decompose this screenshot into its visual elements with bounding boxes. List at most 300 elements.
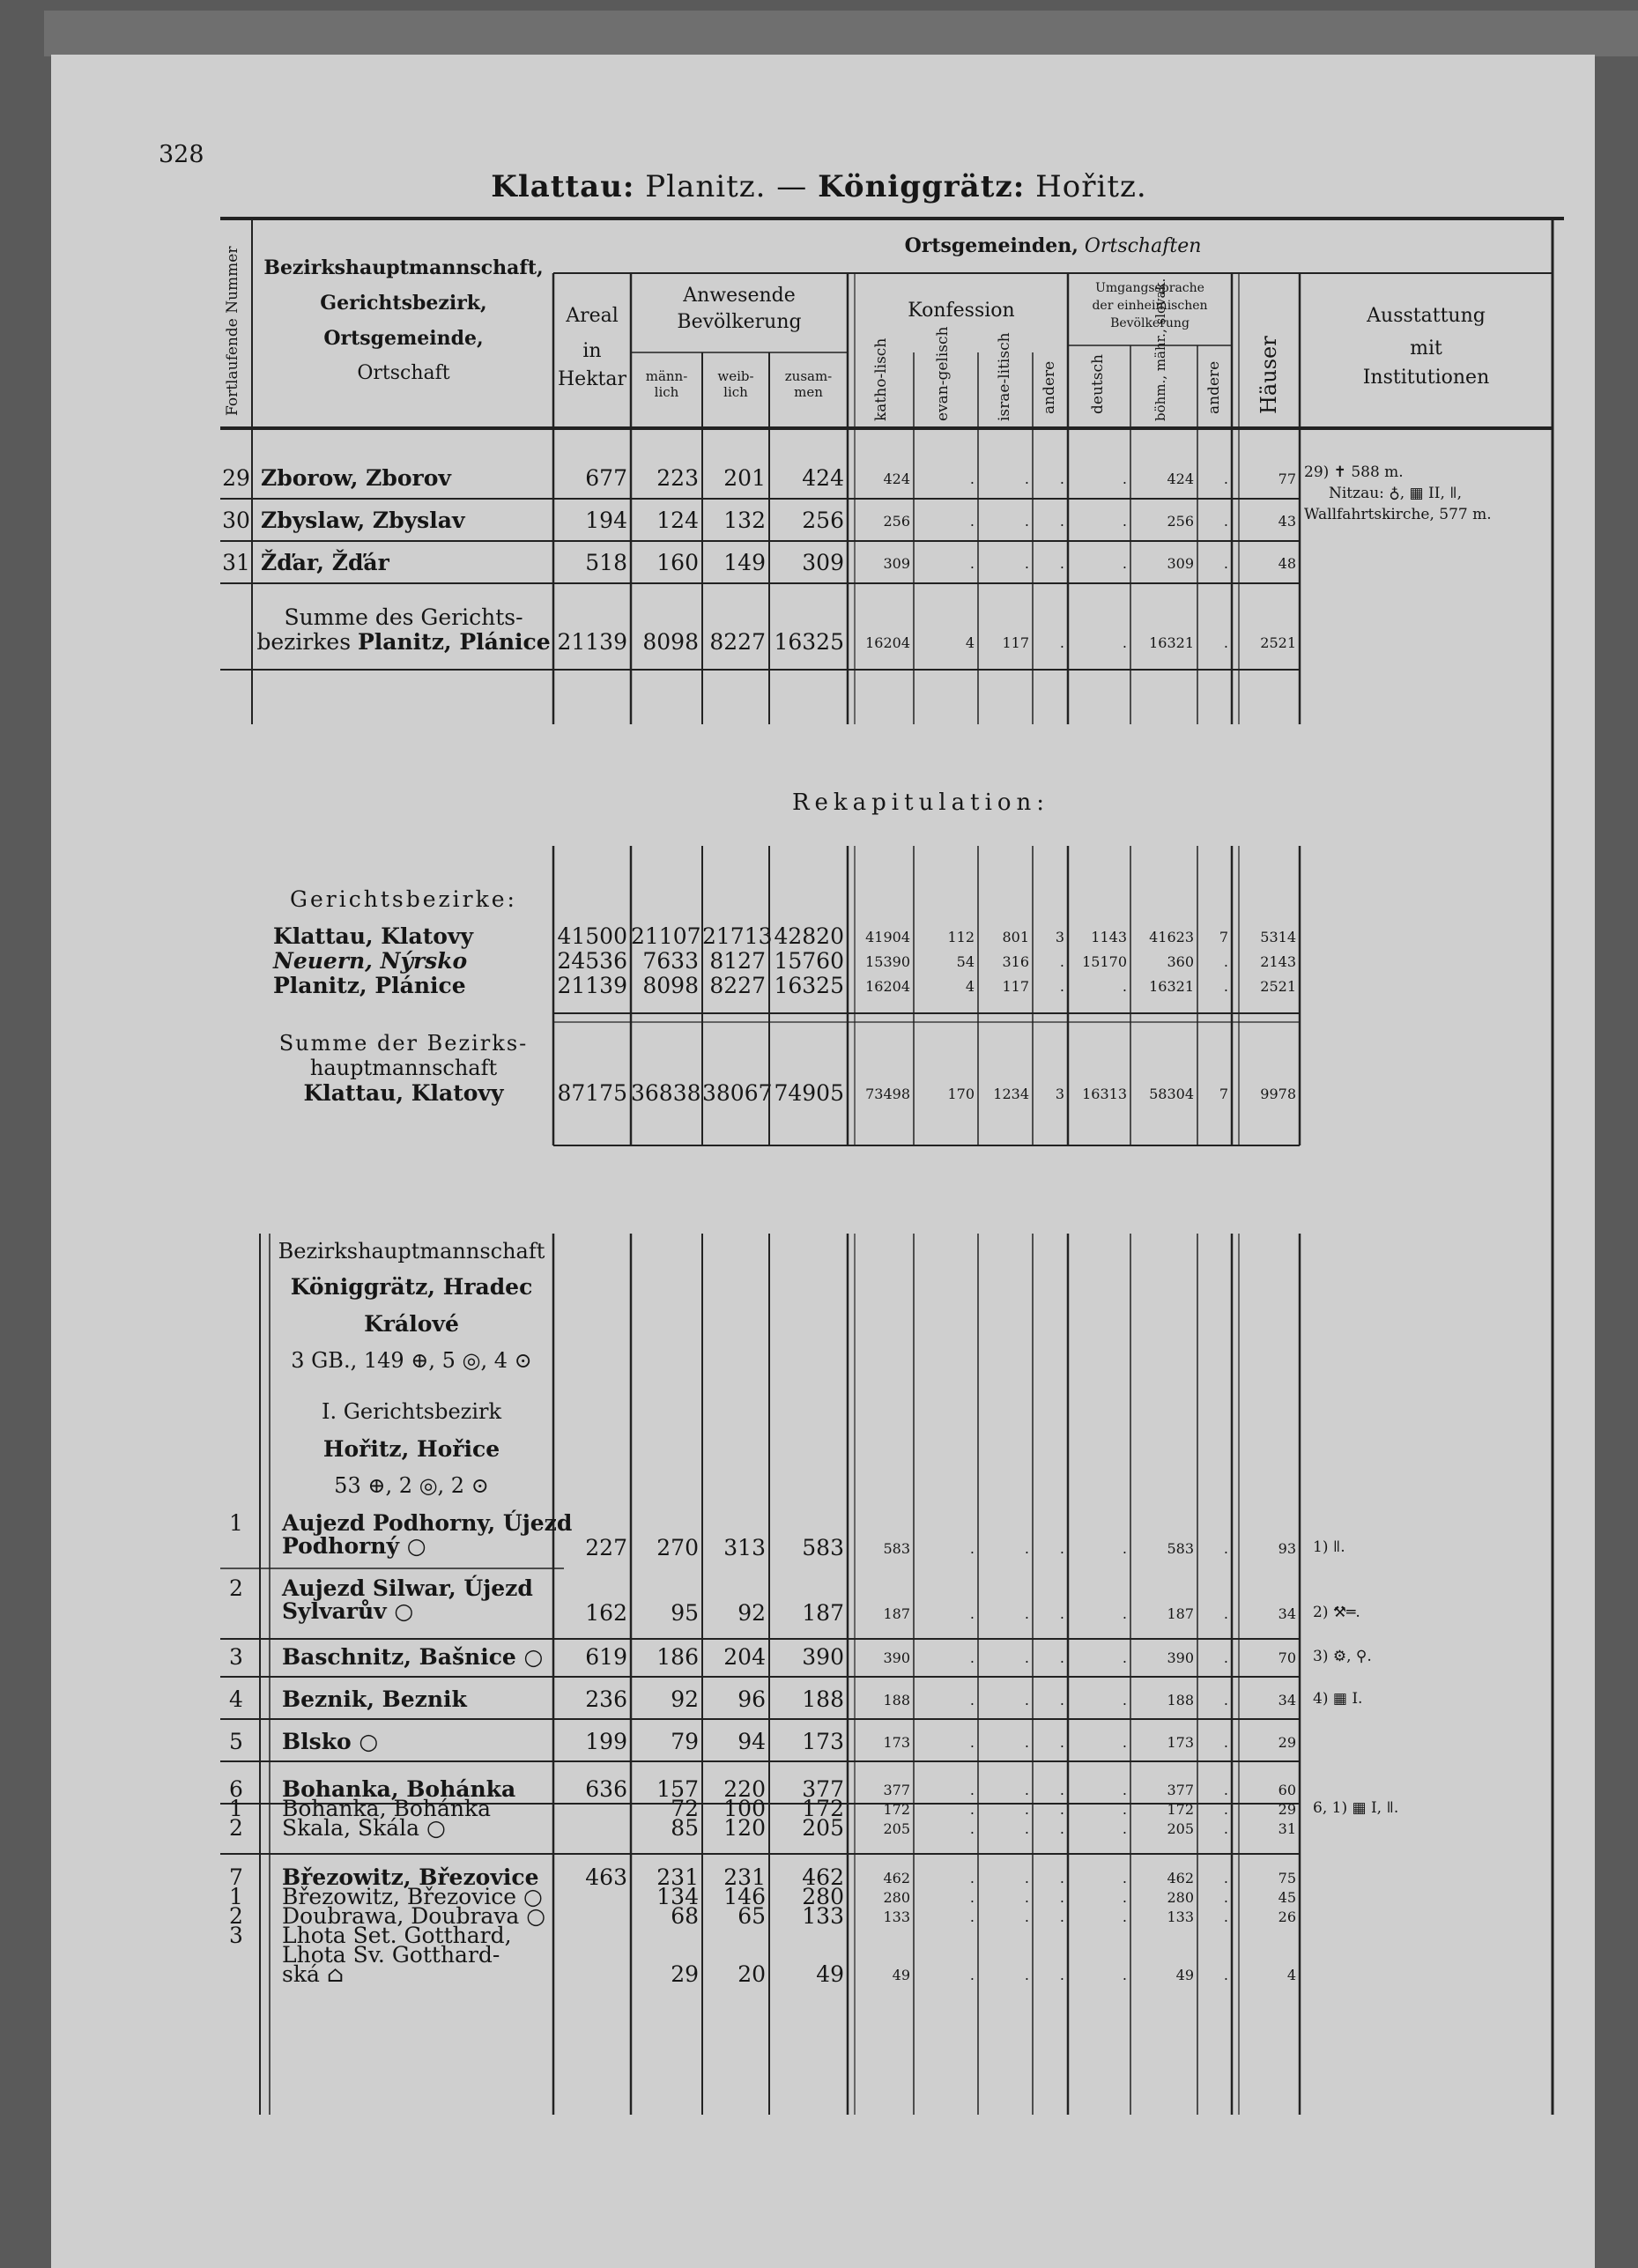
row-zusammen: 188 — [802, 1686, 844, 1712]
row-konf-andere: . — [1059, 1967, 1064, 1983]
koenig-line-6: Hořitz, Hořice — [322, 1436, 500, 1462]
row-katholisch: 188 — [883, 1692, 910, 1708]
row-haeuser: 34 — [1278, 1692, 1296, 1708]
row-haeuser: 2143 — [1260, 953, 1296, 970]
row-weiblich: 204 — [723, 1644, 766, 1670]
row-areal: 227 — [585, 1535, 627, 1560]
row-deutsch: . — [1122, 1649, 1127, 1666]
row-boehmisch: 188 — [1167, 1692, 1194, 1708]
row-sprache-andere: . — [1223, 1801, 1228, 1818]
row-zusammen: 15760 — [774, 948, 844, 974]
row-israelitisch: 801 — [1002, 929, 1029, 945]
row-haeuser: 29 — [1278, 1734, 1296, 1751]
row-sprache-andere: . — [1223, 1889, 1228, 1906]
row-katholisch: 15390 — [865, 953, 910, 970]
row-name: Bohanka, Bohánka — [282, 1776, 516, 1802]
row-maennlich: 8098 — [642, 629, 699, 655]
row-sprache-andere: . — [1223, 471, 1228, 487]
row-konf-andere: 3 — [1055, 1086, 1064, 1102]
row-areal: 636 — [585, 1776, 627, 1802]
row-weiblich: 21713 — [702, 923, 773, 949]
row-maennlich: 21107 — [631, 923, 701, 949]
row-annotation: 6, 1) ▦ I, ǁ. — [1313, 1799, 1399, 1817]
row-name: Žďar, Žďár — [261, 550, 389, 575]
row-nr: 1 — [229, 1796, 243, 1821]
row-deutsch: . — [1122, 1909, 1127, 1925]
header-zusammen-2: men — [794, 384, 823, 400]
row-areal: 87175 — [557, 1080, 627, 1106]
row-israelitisch: . — [1024, 1692, 1029, 1708]
row-maennlich: 223 — [656, 465, 699, 491]
row-evangelisch: 4 — [965, 634, 975, 651]
row-haeuser: 31 — [1278, 1820, 1296, 1837]
row-katholisch: 172 — [883, 1801, 910, 1818]
row-israelitisch: . — [1024, 1649, 1029, 1666]
running-head-horitz: Hořitz. — [1025, 169, 1147, 204]
row-sprache-andere: . — [1223, 555, 1228, 572]
row-konf-andere: . — [1059, 513, 1064, 530]
row-weiblich: 313 — [723, 1535, 766, 1560]
header-zusammen-1: zusam- — [784, 368, 833, 384]
koenig-line-2: Königgrätz, Hradec — [290, 1274, 533, 1300]
annotation-29-line-1: 29) ✝ 588 m. — [1304, 463, 1404, 481]
row-deutsch: . — [1122, 1967, 1127, 1983]
row-boehmisch: 280 — [1167, 1889, 1194, 1906]
row-name: Blsko ○ — [282, 1729, 379, 1754]
row-weiblich: 38067 — [702, 1080, 773, 1106]
row-evangelisch: . — [969, 1540, 975, 1557]
row-maennlich: 134 — [656, 1884, 699, 1909]
row-konf-andere: . — [1059, 1649, 1064, 1666]
koenig-line-4: 3 GB., 149 ⊕, 5 ◎, 4 ⊙ — [291, 1348, 532, 1373]
row-name: Doubrawa, Doubrava ○ — [282, 1903, 546, 1929]
row-haeuser: 5314 — [1260, 929, 1296, 945]
row-areal: 463 — [585, 1864, 627, 1890]
row-boehmisch: 309 — [1167, 555, 1194, 572]
row-konf-andere: . — [1059, 634, 1064, 651]
row-haeuser: 43 — [1278, 513, 1296, 530]
row-boehmisch: 256 — [1167, 513, 1194, 530]
row-boehmisch: 58304 — [1149, 1086, 1194, 1102]
row-name-line-2: Podhorný ○ — [282, 1533, 426, 1559]
row-annotation: 4) ▦ I. — [1313, 1690, 1363, 1708]
row-israelitisch: . — [1024, 1540, 1029, 1557]
row-zusammen: 173 — [802, 1729, 844, 1754]
row-israelitisch: . — [1024, 1909, 1029, 1925]
header-ausstattung-2: mit — [1410, 337, 1442, 359]
row-weiblich: 100 — [723, 1796, 766, 1821]
row-weiblich: 120 — [723, 1815, 766, 1841]
header-areal-2: in — [582, 340, 602, 362]
row-zusammen: 205 — [802, 1815, 844, 1841]
row-sprache-andere: 7 — [1219, 929, 1228, 945]
row-israelitisch: . — [1024, 513, 1029, 530]
row-katholisch: 49 — [892, 1967, 910, 1983]
row-nr: 6 — [229, 1776, 243, 1802]
row-maennlich: 72 — [671, 1796, 699, 1821]
row-evangelisch: . — [969, 1782, 975, 1798]
row-name-line-2: Sylvarův ○ — [282, 1598, 414, 1624]
row-evangelisch: . — [969, 1967, 975, 1983]
header-sprache-3: Bevölkerung — [1110, 316, 1190, 330]
row-weiblich: 149 — [723, 550, 766, 575]
row-sprache-andere: . — [1223, 1649, 1228, 1666]
row-zusammen: 49 — [816, 1961, 844, 1987]
row-boehmisch: 424 — [1167, 471, 1194, 487]
row-evangelisch: 170 — [947, 1086, 975, 1102]
row-konf-andere: . — [1059, 953, 1064, 970]
rekap-summe-label-1: Summe der Bezirks- — [278, 1031, 529, 1056]
row-zusammen: 187 — [802, 1600, 844, 1626]
row-evangelisch: . — [969, 1889, 975, 1906]
row-nr: 31 — [222, 550, 250, 575]
row-haeuser: 2521 — [1260, 634, 1296, 651]
row-areal: 199 — [585, 1729, 627, 1754]
summe-planitz-label-2a: bezirkes — [256, 629, 358, 655]
row-boehmisch: 205 — [1167, 1820, 1194, 1837]
header-maennlich-2: lich — [654, 384, 679, 400]
rekap-row-name: Planitz, Plánice — [273, 973, 466, 998]
row-katholisch: 16204 — [865, 978, 910, 995]
row-sprache-andere: . — [1223, 1909, 1228, 1925]
row-evangelisch: . — [969, 1801, 975, 1818]
header-boehmisch: böhm., mähr., slovak. — [1153, 278, 1168, 421]
row-areal: 24536 — [557, 948, 627, 974]
row-konf-andere: . — [1059, 1782, 1064, 1798]
row-zusammen: 377 — [802, 1776, 844, 1802]
row-konf-andere: . — [1059, 1801, 1064, 1818]
summe-planitz-label-1: Summe des Gerichts- — [284, 604, 523, 630]
row-konf-andere: . — [1059, 1909, 1064, 1925]
row-evangelisch: . — [969, 513, 975, 530]
row-israelitisch: . — [1024, 1967, 1029, 1983]
header-deutsch: deutsch — [1089, 354, 1107, 414]
row-maennlich: 92 — [671, 1686, 699, 1712]
row-haeuser: 70 — [1278, 1649, 1296, 1666]
row-konf-andere: . — [1059, 1540, 1064, 1557]
row-weiblich: 8127 — [709, 948, 766, 974]
row-boehmisch: 16321 — [1149, 634, 1194, 651]
row-israelitisch: 117 — [1002, 978, 1029, 995]
row-boehmisch: 49 — [1175, 1967, 1194, 1983]
row-weiblich: 94 — [737, 1729, 766, 1754]
row-israelitisch: . — [1024, 1870, 1029, 1886]
header-areal-1: Areal — [566, 305, 619, 327]
row-deutsch: . — [1122, 978, 1127, 995]
row-zusammen: 309 — [802, 550, 844, 575]
row-israelitisch: 316 — [1002, 953, 1029, 970]
row-haeuser: 2521 — [1260, 978, 1296, 995]
row-maennlich: 124 — [656, 508, 699, 533]
row-deutsch: . — [1122, 513, 1127, 530]
header-weiblich-1: weib- — [717, 368, 754, 384]
row-katholisch: 205 — [883, 1820, 910, 1837]
row-nr: 3 — [229, 1923, 243, 1948]
header-group-title-rest: Ortschaften — [1078, 235, 1202, 257]
header-haeuser: Häuser — [1256, 336, 1281, 414]
row-evangelisch: . — [969, 555, 975, 572]
header-israelitisch: israe-litisch — [996, 332, 1013, 421]
row-haeuser: 26 — [1278, 1909, 1296, 1925]
row-deutsch: . — [1122, 634, 1127, 651]
row-annotation: 1) ǁ. — [1313, 1538, 1345, 1556]
rekap-subtitle: Gerichtsbezirke: — [290, 886, 517, 912]
header-group-title — [553, 236, 1553, 256]
koenig-line-3: Králové — [364, 1311, 459, 1337]
row-boehmisch: 360 — [1167, 953, 1194, 970]
row-boehmisch: 187 — [1167, 1605, 1194, 1622]
row-konf-andere: . — [1059, 1820, 1064, 1837]
row-annotation: 2) ⚒═. — [1313, 1604, 1360, 1621]
row-areal: 21139 — [557, 629, 627, 655]
row-haeuser: 93 — [1278, 1540, 1296, 1557]
row-boehmisch: 41623 — [1149, 929, 1194, 945]
row-name: Bohanka, Bohánka — [282, 1796, 492, 1821]
row-maennlich: 160 — [656, 550, 699, 575]
row-evangelisch: 4 — [965, 978, 975, 995]
row-evangelisch: . — [969, 1734, 975, 1751]
row-name: Březowitz, Březovice — [282, 1864, 539, 1890]
row-evangelisch: . — [969, 1870, 975, 1886]
row-haeuser: 77 — [1278, 471, 1296, 487]
row-weiblich: 92 — [737, 1600, 766, 1626]
header-pop-title-1: Anwesende — [683, 285, 796, 307]
row-konf-andere: . — [1059, 1734, 1064, 1751]
row-zusammen: 390 — [802, 1644, 844, 1670]
row-weiblich: 146 — [723, 1884, 766, 1909]
row-israelitisch: . — [1024, 471, 1029, 487]
row-katholisch: 424 — [883, 471, 910, 487]
row-name: Zbyslaw, Zbyslav — [261, 508, 465, 533]
rekap-summe-label-2: hauptmannschaft — [309, 1056, 498, 1080]
row-evangelisch: 112 — [947, 929, 975, 945]
row-sprache-andere: . — [1223, 1870, 1228, 1886]
row-nr: 1 — [229, 1884, 243, 1909]
row-nr: 30 — [222, 508, 250, 533]
row-zusammen: 172 — [802, 1796, 844, 1821]
row-zusammen: 280 — [802, 1884, 844, 1909]
row-zusammen: 424 — [802, 465, 844, 491]
row-konf-andere: . — [1059, 1605, 1064, 1622]
row-israelitisch: 117 — [1002, 634, 1029, 651]
row-israelitisch: . — [1024, 1820, 1029, 1837]
row-maennlich: 95 — [671, 1600, 699, 1626]
row-nr: 2 — [229, 1815, 243, 1841]
row-name: Lhota Set. Gotthard, — [282, 1923, 512, 1948]
row-deutsch: . — [1122, 1734, 1127, 1751]
header-katholisch: katho-lisch — [872, 337, 890, 421]
row-sprache-andere: . — [1223, 1820, 1228, 1837]
row-boehmisch: 172 — [1167, 1801, 1194, 1818]
row-deutsch: . — [1122, 1692, 1127, 1708]
row-deutsch: 16313 — [1082, 1086, 1127, 1102]
header-weiblich-2: lich — [723, 384, 748, 400]
row-name: ská ⌂ — [282, 1961, 344, 1987]
row-evangelisch: . — [969, 1649, 975, 1666]
header-sprache-andere: andere — [1205, 360, 1223, 414]
row-maennlich: 7633 — [642, 948, 699, 974]
header-col-name-4: Ortschaft — [357, 362, 450, 384]
row-deutsch: . — [1122, 1605, 1127, 1622]
row-sprache-andere: . — [1223, 953, 1228, 970]
row-weiblich: 8227 — [709, 629, 766, 655]
row-areal: 236 — [585, 1686, 627, 1712]
row-konf-andere: . — [1059, 1889, 1064, 1906]
row-sprache-andere: . — [1223, 1734, 1228, 1751]
row-israelitisch: . — [1024, 1605, 1029, 1622]
row-sprache-andere: . — [1223, 978, 1228, 995]
page-number: 328 — [159, 141, 204, 168]
row-evangelisch: . — [969, 1692, 975, 1708]
row-konf-andere: 3 — [1055, 929, 1064, 945]
row-katholisch: 73498 — [865, 1086, 910, 1102]
row-nr: 2 — [229, 1575, 243, 1601]
row-katholisch: 462 — [883, 1870, 910, 1886]
row-sprache-andere: . — [1223, 1967, 1228, 1983]
row-katholisch: 41904 — [865, 929, 910, 945]
row-deutsch: . — [1122, 1782, 1127, 1798]
row-haeuser: 45 — [1278, 1889, 1296, 1906]
header-col-name-2: Gerichtsbezirk, — [320, 292, 487, 315]
row-maennlich: 157 — [656, 1776, 699, 1802]
row-weiblich: 96 — [737, 1686, 766, 1712]
row-katholisch: 309 — [883, 555, 910, 572]
row-sprache-andere: . — [1223, 634, 1228, 651]
row-evangelisch: . — [969, 1820, 975, 1837]
row-konf-andere: . — [1059, 1870, 1064, 1886]
header-sprache-2: der einheimischen — [1092, 299, 1208, 313]
row-weiblich: 8227 — [709, 973, 766, 998]
row-name: Beznik, Beznik — [282, 1686, 467, 1712]
row-areal: 21139 — [557, 973, 627, 998]
row-haeuser: 9978 — [1260, 1086, 1296, 1102]
row-zusammen: 16325 — [774, 973, 844, 998]
row-name: Zborow, Zborov — [261, 465, 451, 491]
row-maennlich: 79 — [671, 1729, 699, 1754]
row-haeuser: 48 — [1278, 555, 1296, 572]
row-nr: 4 — [229, 1686, 243, 1712]
row-weiblich: 20 — [737, 1961, 766, 1987]
row-areal: 194 — [585, 508, 627, 533]
row-areal: 41500 — [557, 923, 627, 949]
header-col-name-1: Bezirkshauptmannschaft, — [263, 256, 544, 279]
row-konf-andere: . — [1059, 978, 1064, 995]
row-sprache-andere: . — [1223, 1692, 1228, 1708]
row-israelitisch: . — [1024, 1782, 1029, 1798]
row-zusammen: 74905 — [774, 1080, 844, 1106]
row-nr: 7 — [229, 1864, 243, 1890]
running-head-planitz: Planitz. — — [634, 169, 819, 204]
row-deutsch: . — [1122, 471, 1127, 487]
row-evangelisch: . — [969, 1909, 975, 1925]
row-weiblich: 220 — [723, 1776, 766, 1802]
row-haeuser: 29 — [1278, 1801, 1296, 1818]
row-boehmisch: 377 — [1167, 1782, 1194, 1798]
rekap-title: Rekapitulation: — [791, 789, 1050, 816]
row-areal: 162 — [585, 1600, 627, 1626]
header-areal-3: Hektar — [557, 368, 626, 390]
row-israelitisch: 1234 — [993, 1086, 1029, 1102]
row-katholisch: 583 — [883, 1540, 910, 1557]
row-konf-andere: . — [1059, 1692, 1064, 1708]
row-deutsch: 15170 — [1082, 953, 1127, 970]
row-katholisch: 173 — [883, 1734, 910, 1751]
row-deutsch: . — [1122, 1870, 1127, 1886]
row-katholisch: 133 — [883, 1909, 910, 1925]
row-israelitisch: . — [1024, 1801, 1029, 1818]
row-nr: 1 — [229, 1510, 243, 1536]
header-col-name-3: Ortsgemeinde, — [323, 327, 484, 350]
row-name: Březowitz, Březovice ○ — [282, 1884, 543, 1909]
row-deutsch: 1143 — [1091, 929, 1127, 945]
summe-planitz-label-2b: Planitz, Plánice — [358, 629, 551, 655]
row-name: Baschnitz, Bašnice ○ — [282, 1644, 544, 1670]
row-haeuser: 75 — [1278, 1870, 1296, 1886]
row-katholisch: 16204 — [865, 634, 910, 651]
row-boehmisch: 16321 — [1149, 978, 1194, 995]
row-evangelisch: . — [969, 471, 975, 487]
row-sprache-andere: . — [1223, 1605, 1228, 1622]
row-weiblich: 201 — [723, 465, 766, 491]
row-maennlich: 231 — [656, 1864, 699, 1890]
rekap-summe-label-3: Klattau, Klatovy — [303, 1080, 504, 1106]
row-evangelisch: . — [969, 1605, 975, 1622]
row-katholisch: 377 — [883, 1782, 910, 1798]
row-israelitisch: . — [1024, 1734, 1029, 1751]
row-israelitisch: . — [1024, 555, 1029, 572]
header-group-title-bold: Ortsgemeinden, — [904, 234, 1078, 257]
row-weiblich: 132 — [723, 508, 766, 533]
row-maennlich: 68 — [671, 1903, 699, 1929]
row-haeuser: 34 — [1278, 1605, 1296, 1622]
row-zusammen: 256 — [802, 508, 844, 533]
row-areal: 677 — [585, 465, 627, 491]
row-boehmisch: 390 — [1167, 1649, 1194, 1666]
row-deutsch: . — [1122, 1540, 1127, 1557]
row-areal: 619 — [585, 1644, 627, 1670]
row-maennlich: 85 — [671, 1815, 699, 1841]
row-nr: 5 — [229, 1729, 243, 1754]
row-name: Aujezd Podhorny, Újezd — [282, 1510, 573, 1536]
koenig-line-5: I. Gerichtsbezirk — [321, 1399, 502, 1424]
row-name: Skala, Skála ○ — [282, 1815, 446, 1841]
row-evangelisch: 54 — [956, 953, 975, 970]
row-zusammen: 583 — [802, 1535, 844, 1560]
row-maennlich: 36838 — [631, 1080, 701, 1106]
row-konf-andere: . — [1059, 471, 1064, 487]
header-ausstattung-1: Ausstattung — [1367, 305, 1486, 327]
row-maennlich: 8098 — [642, 973, 699, 998]
row-deutsch: . — [1122, 1820, 1127, 1837]
row-haeuser: 4 — [1286, 1967, 1296, 1983]
row-deutsch: . — [1122, 1889, 1127, 1906]
rekap-row-name: Klattau, Klatovy — [273, 923, 474, 949]
koenig-line-1: Bezirkshauptmannschaft — [278, 1239, 545, 1264]
row-name: Lhota Sv. Gotthard- — [282, 1942, 500, 1968]
row-annotation: 3) ⚙, ⚲. — [1313, 1648, 1372, 1665]
row-boehmisch: 462 — [1167, 1870, 1194, 1886]
row-areal: 518 — [585, 550, 627, 575]
row-deutsch: . — [1122, 1801, 1127, 1818]
row-katholisch: 256 — [883, 513, 910, 530]
row-haeuser: 60 — [1278, 1782, 1296, 1798]
row-maennlich: 29 — [671, 1961, 699, 1987]
row-katholisch: 187 — [883, 1605, 910, 1622]
row-zusammen: 42820 — [774, 923, 844, 949]
annotation-29-line-3: Wallfahrtskirche, 577 m. — [1304, 506, 1492, 523]
row-sprache-andere: . — [1223, 1540, 1228, 1557]
row-katholisch: 280 — [883, 1889, 910, 1906]
